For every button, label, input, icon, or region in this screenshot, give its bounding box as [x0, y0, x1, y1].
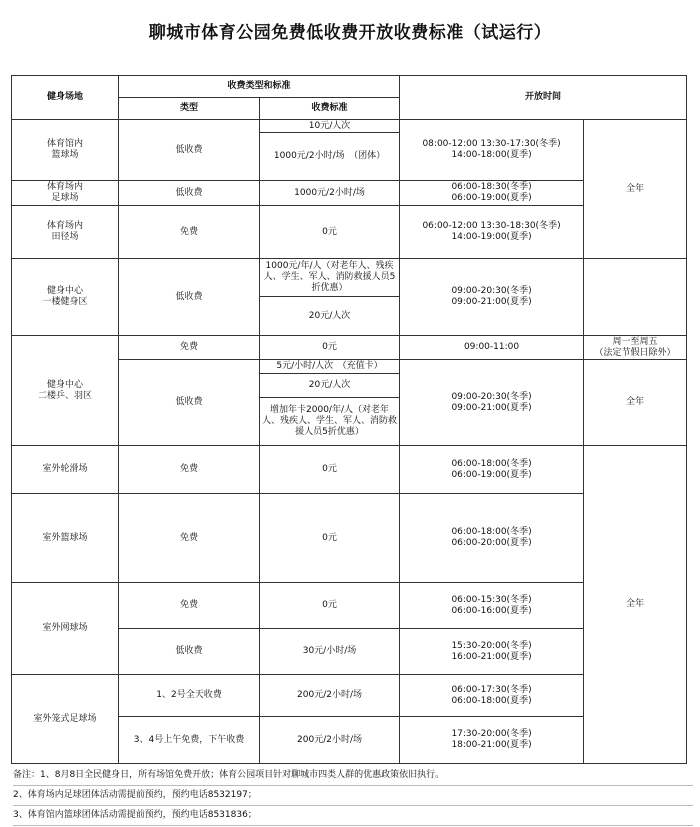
header-type: 类型 [119, 98, 260, 120]
fee-gym-floor2-annual: 增加年卡2000/年/人（对老年人、残疾人、学生、军人、消防救援人员5折优惠） [260, 398, 400, 446]
hours-track-field: 06:00-12:00 13:30-18:30(冬季) 14:00-19:00(夏季) [400, 206, 584, 259]
hours-gym-floor2-low: 09:00-20:30(冬季) 09:00-21:00(夏季) [400, 360, 584, 446]
type-indoor-basketball: 低收费 [119, 120, 260, 181]
venue-gym-floor2: 健身中心 二楼乒、羽区 [12, 336, 119, 446]
note-1: 备注：1、8月8日全民健身日，所有场馆免费开放；体育公园项目针对聊城市四类人群的优惠政策依旧执行。 [13, 766, 693, 786]
fee-indoor-football: 1000元/2小时/场 [260, 181, 400, 206]
hours-skating: 06:00-18:00(冬季) 06:00-19:00(夏季) [400, 446, 584, 494]
venue-track-field: 体育场内 田径场 [12, 206, 119, 259]
type-turf-football-3-4: 3、4号上午免费，下午收费 [119, 717, 260, 764]
hours-gym-floor2-free: 09:00-11:00 [400, 336, 584, 360]
hours-indoor-basketball: 08:00-12:00 13:30-17:30(冬季) 14:00-18:00(夏季) [400, 120, 584, 181]
hours-turf-football-3-4: 17:30-20:00(冬季) 18:00-21:00(夏季) [400, 717, 584, 764]
fee-tennis-free: 0元 [260, 583, 400, 629]
fee-track-field: 0元 [260, 206, 400, 259]
fee-gym-floor1-single: 20元/人次 [260, 297, 400, 336]
hours-tennis-free: 06:00-15:30(冬季) 06:00-16:00(夏季) [400, 583, 584, 629]
fee-turf-football-1-2: 200元/2小时/场 [260, 675, 400, 717]
hours-indoor-football: 06:00-18:30(冬季) 06:00-19:00(夏季) [400, 181, 584, 206]
header-hours: 开放时间 [400, 76, 687, 120]
type-gym-floor2-low: 低收费 [119, 360, 260, 446]
venue-outdoor-basketball: 室外篮球场 [12, 494, 119, 583]
note-2: 2、体育场内足球团体活动需提前预约，预约电话8532197； [13, 786, 693, 806]
fee-gym-floor1-annual: 1000元/年/人（对老年人、残疾人、学生、军人、消防救援人员5折优惠） [260, 259, 400, 297]
header-standard: 收费标准 [260, 98, 400, 120]
fee-indoor-basketball-group: 1000元/2小时/场 （团体） [260, 133, 400, 181]
period-all-year-1: 全年 [584, 120, 687, 259]
header-venue: 健身场地 [12, 76, 119, 120]
fee-table [11, 75, 687, 764]
hours-turf-football-1-2: 06:00-17:30(冬季) 06:00-18:00(夏季) [400, 675, 584, 717]
type-gym-floor1: 低收费 [119, 259, 260, 336]
hours-outdoor-basketball: 06:00-18:00(冬季) 06:00-20:00(夏季) [400, 494, 584, 583]
venue-skating: 室外轮滑场 [12, 446, 119, 494]
fee-gym-floor2-free: 0元 [260, 336, 400, 360]
header-fee-group: 收费类型和标准 [119, 76, 400, 98]
venue-indoor-football: 体育场内 足球场 [12, 181, 119, 206]
type-tennis-free: 免费 [119, 583, 260, 629]
type-turf-football-1-2: 1、2号全天收费 [119, 675, 260, 717]
type-indoor-football: 低收费 [119, 181, 260, 206]
type-outdoor-basketball: 免费 [119, 494, 260, 583]
fee-gym-floor2-hourly: 5元/小时/人次 （充值卡） [260, 360, 400, 374]
note-3: 3、体育馆内篮球团体活动需提前预约，预约电话8531836； [13, 806, 693, 826]
page-title: 聊城市体育公园免费低收费开放收费标准（试运行） [148, 23, 552, 43]
hours-gym-floor1: 09:00-20:30(冬季) 09:00-21:00(夏季) [400, 259, 584, 336]
venue-indoor-basketball: 体育馆内 篮球场 [12, 120, 119, 181]
period-weekdays: 周一至周五 （法定节假日除外） [584, 336, 687, 360]
period-gym-floor1-blank [584, 259, 687, 336]
fee-outdoor-basketball: 0元 [260, 494, 400, 583]
fee-tennis-low: 30元/小时/场 [260, 629, 400, 675]
type-gym-floor2-free: 免费 [119, 336, 260, 360]
fee-indoor-basketball-single: 10元/人次 [260, 120, 400, 133]
notes [13, 766, 693, 826]
type-track-field: 免费 [119, 206, 260, 259]
period-all-year-3: 全年 [584, 446, 687, 764]
hours-tennis-low: 15:30-20:00(冬季) 16:00-21:00(夏季) [400, 629, 584, 675]
period-all-year-2: 全年 [584, 360, 687, 446]
fee-gym-floor2-single: 20元/人次 [260, 374, 400, 398]
fee-skating: 0元 [260, 446, 400, 494]
fee-turf-football-3-4: 200元/2小时/场 [260, 717, 400, 764]
venue-gym-floor1: 健身中心 一楼健身区 [12, 259, 119, 336]
venue-turf-football: 室外笼式足球场 [12, 675, 119, 764]
type-skating: 免费 [119, 446, 260, 494]
type-tennis-low: 低收费 [119, 629, 260, 675]
venue-tennis: 室外网球场 [12, 583, 119, 675]
